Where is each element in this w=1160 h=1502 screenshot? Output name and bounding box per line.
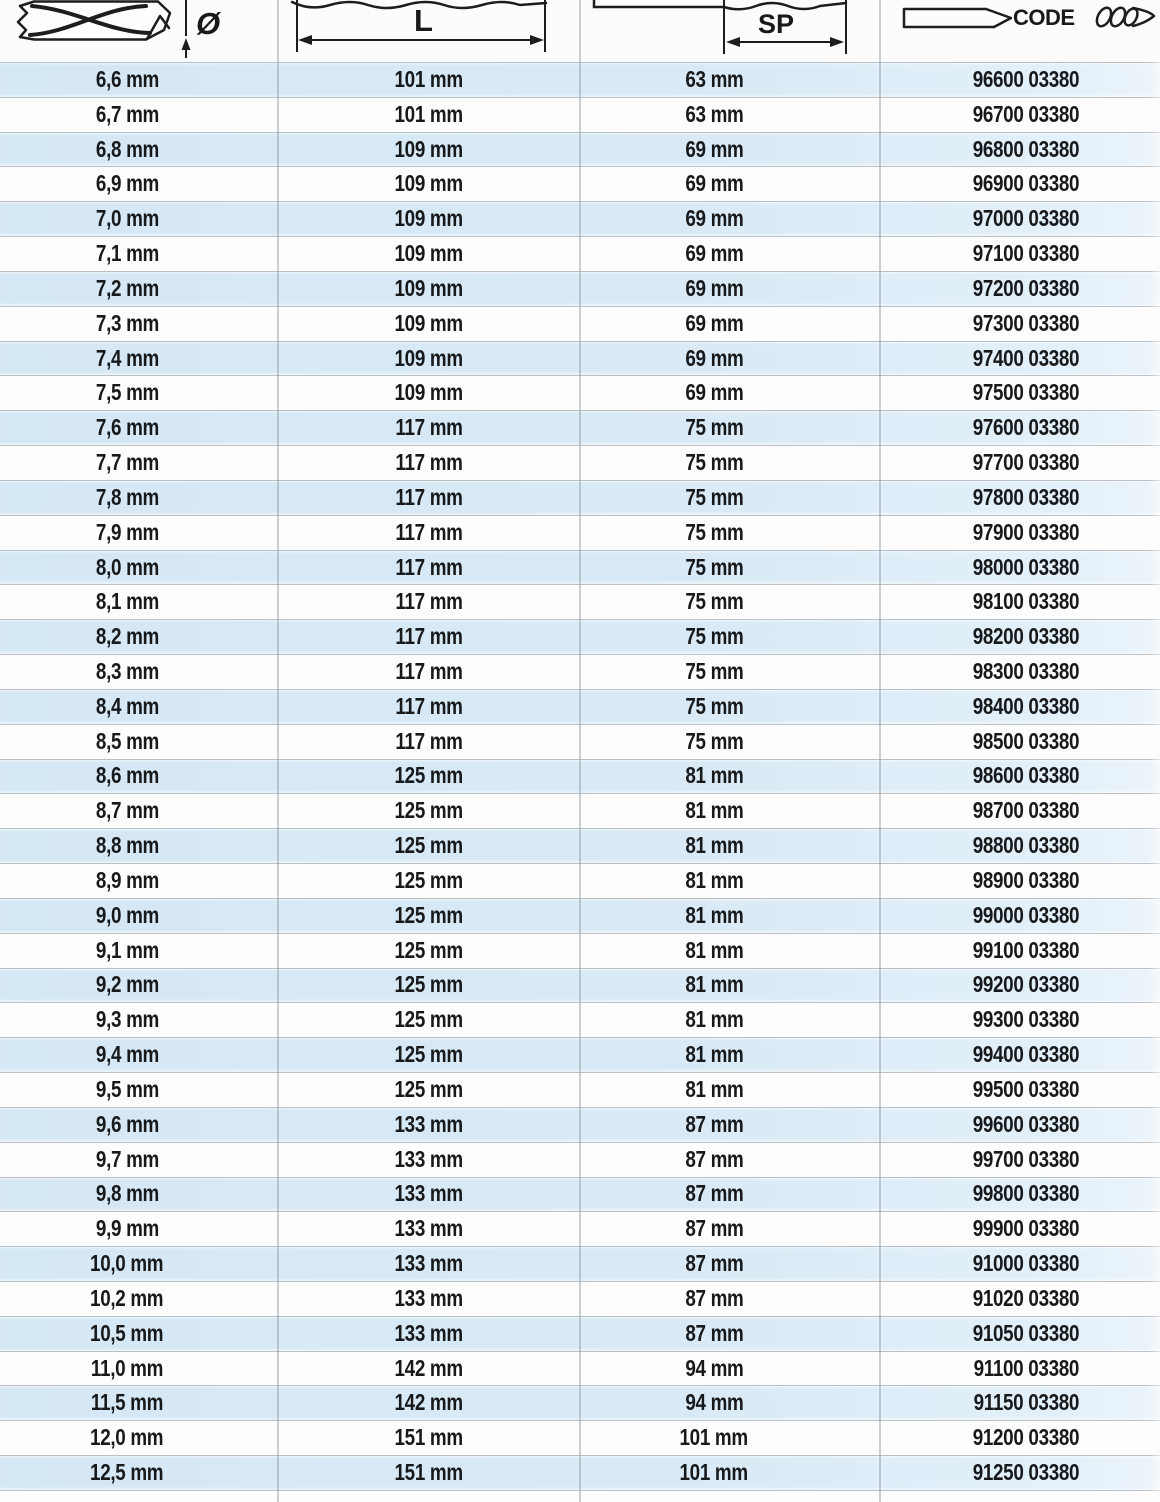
cell-diameter: 7,3 mm bbox=[95, 309, 159, 336]
cell-diameter: 6,6 mm bbox=[95, 65, 159, 93]
cell-diameter: 10,5 mm bbox=[90, 1319, 164, 1346]
table-row bbox=[0, 1351, 1160, 1386]
cell-overall-length: 142 mm bbox=[394, 1389, 464, 1416]
cell-overall-length: 142 mm bbox=[394, 1354, 464, 1381]
cell-overall-length: 125 mm bbox=[394, 1040, 464, 1068]
cell-spiral-length: 69 mm bbox=[684, 344, 744, 371]
cell-spiral-length: 87 mm bbox=[684, 1214, 744, 1242]
cell-diameter: 12,5 mm bbox=[90, 1458, 164, 1486]
cell-spiral-length: 81 mm bbox=[684, 831, 744, 859]
table-row bbox=[0, 550, 1160, 585]
cell-code: 98900 03380 bbox=[972, 866, 1080, 894]
cell-code: 91000 03380 bbox=[972, 1249, 1080, 1277]
cell-diameter: 6,9 mm bbox=[95, 170, 159, 197]
cell-overall-length: 151 mm bbox=[394, 1423, 464, 1451]
drill-code-diagram-icon bbox=[880, 0, 1160, 62]
cell-spiral-length: 81 mm bbox=[684, 1040, 744, 1068]
table-row-partial bbox=[0, 1490, 1160, 1502]
cell-diameter: 7,9 mm bbox=[95, 518, 159, 545]
cell-spiral-length: 81 mm bbox=[684, 866, 744, 894]
table-row bbox=[0, 62, 1160, 97]
cell-overall-length: 133 mm bbox=[394, 1319, 464, 1346]
table-row bbox=[0, 933, 1160, 968]
cell-overall-length: 109 mm bbox=[394, 274, 464, 302]
cell-overall-length: 117 mm bbox=[395, 553, 463, 580]
cell-code: 99000 03380 bbox=[972, 901, 1080, 929]
cell-overall-length: 109 mm bbox=[394, 379, 464, 406]
table-row bbox=[0, 793, 1160, 828]
cell-code: 97600 03380 bbox=[972, 413, 1080, 441]
cell-code: 96700 03380 bbox=[972, 100, 1080, 127]
cell-code: 98100 03380 bbox=[972, 588, 1080, 615]
cell-diameter: 7,1 mm bbox=[95, 239, 159, 267]
table-row bbox=[0, 654, 1160, 689]
cell-diameter: 9,2 mm bbox=[95, 971, 159, 998]
cell-overall-length: 133 mm bbox=[394, 1110, 464, 1137]
cell-diameter: 9,9 mm bbox=[95, 1214, 159, 1242]
cell-overall-length: 101 mm bbox=[394, 65, 464, 93]
table-row bbox=[0, 898, 1160, 933]
cell-code: 98600 03380 bbox=[972, 762, 1080, 789]
cell-spiral-length: 63 mm bbox=[684, 65, 744, 93]
table-row bbox=[0, 132, 1160, 167]
table-row bbox=[0, 271, 1160, 306]
cell-diameter: 8,4 mm bbox=[95, 692, 159, 720]
table-row bbox=[0, 1385, 1160, 1420]
cell-overall-length: 117 mm bbox=[395, 692, 463, 720]
cell-code: 96600 03380 bbox=[972, 65, 1080, 93]
cell-spiral-length: 75 mm bbox=[684, 727, 744, 754]
cell-spiral-length: 94 mm bbox=[684, 1389, 744, 1416]
cell-overall-length: 125 mm bbox=[394, 971, 464, 998]
table-row bbox=[0, 410, 1160, 445]
cell-diameter: 8,1 mm bbox=[95, 588, 159, 615]
cell-code: 98000 03380 bbox=[972, 553, 1080, 580]
cell-spiral-length: 87 mm bbox=[684, 1145, 744, 1172]
cell-spiral-length: 69 mm bbox=[684, 204, 744, 232]
cell-code: 97700 03380 bbox=[972, 448, 1080, 476]
table-row bbox=[0, 1072, 1160, 1107]
cell-code: 98800 03380 bbox=[972, 831, 1080, 859]
cell-spiral-length: 81 mm bbox=[684, 936, 744, 963]
cell-code: 91050 03380 bbox=[972, 1319, 1080, 1346]
table-row bbox=[0, 1107, 1160, 1142]
cell-diameter: 7,4 mm bbox=[95, 344, 159, 371]
cell-diameter: 11,5 mm bbox=[90, 1389, 164, 1416]
cell-code: 99500 03380 bbox=[972, 1075, 1080, 1103]
cell-code: 97400 03380 bbox=[972, 344, 1080, 371]
cell-spiral-length: 81 mm bbox=[684, 901, 744, 929]
table-row bbox=[0, 515, 1160, 550]
cell-code: 91150 03380 bbox=[973, 1389, 1079, 1416]
cell-spiral-length: 63 mm bbox=[684, 100, 744, 127]
header-cell-overall-length bbox=[278, 0, 580, 62]
cell-code: 99600 03380 bbox=[972, 1110, 1080, 1137]
cell-overall-length: 125 mm bbox=[394, 762, 464, 789]
cell-code: 99100 03380 bbox=[972, 936, 1080, 963]
table-row bbox=[0, 1246, 1160, 1281]
cell-overall-length: 109 mm bbox=[394, 309, 464, 336]
cell-code: 91100 03380 bbox=[973, 1354, 1079, 1381]
cell-overall-length: 117 mm bbox=[395, 483, 463, 511]
cell-code: 98700 03380 bbox=[972, 797, 1080, 824]
cell-code: 97000 03380 bbox=[972, 204, 1080, 232]
cell-diameter: 8,2 mm bbox=[95, 622, 159, 650]
cell-diameter: 10,0 mm bbox=[90, 1249, 164, 1277]
cell-spiral-length: 87 mm bbox=[684, 1180, 744, 1207]
cell-spiral-length: 81 mm bbox=[684, 971, 744, 998]
table-header bbox=[0, 0, 1160, 62]
cell-overall-length: 117 mm bbox=[395, 622, 463, 650]
table-row bbox=[0, 863, 1160, 898]
cell-spiral-length: 69 mm bbox=[684, 170, 744, 197]
cell-diameter: 8,3 mm bbox=[95, 657, 159, 685]
cell-spiral-length: 87 mm bbox=[684, 1249, 744, 1277]
cell-diameter: 8,0 mm bbox=[95, 553, 159, 580]
cell-code: 91020 03380 bbox=[972, 1284, 1080, 1312]
header-cell-spiral-length bbox=[580, 0, 880, 62]
cell-diameter: 8,8 mm bbox=[95, 831, 159, 859]
cell-overall-length: 133 mm bbox=[394, 1145, 464, 1172]
table-row bbox=[0, 445, 1160, 480]
cell-overall-length: 117 mm bbox=[395, 448, 463, 476]
cell-diameter: 7,8 mm bbox=[95, 483, 159, 511]
table-row bbox=[0, 1177, 1160, 1212]
cell-code: 98400 03380 bbox=[972, 692, 1080, 720]
cell-overall-length: 125 mm bbox=[394, 936, 464, 963]
table-row bbox=[0, 1037, 1160, 1072]
table-body bbox=[0, 62, 1160, 1490]
table-row bbox=[0, 1142, 1160, 1177]
cell-spiral-length: 81 mm bbox=[684, 797, 744, 824]
cell-diameter: 9,7 mm bbox=[95, 1145, 159, 1172]
drill-length-diagram-icon bbox=[278, 0, 580, 62]
table-row bbox=[0, 341, 1160, 376]
cell-overall-length: 133 mm bbox=[394, 1284, 464, 1312]
table-row bbox=[0, 689, 1160, 724]
cell-overall-length: 117 mm bbox=[395, 588, 463, 615]
cell-code: 98300 03380 bbox=[972, 657, 1080, 685]
cell-diameter: 7,5 mm bbox=[95, 379, 159, 406]
table-row bbox=[0, 828, 1160, 863]
cell-diameter: 9,1 mm bbox=[95, 936, 159, 963]
cell-diameter: 8,5 mm bbox=[95, 727, 159, 754]
cell-overall-length: 125 mm bbox=[394, 866, 464, 894]
cell-spiral-length: 75 mm bbox=[684, 622, 744, 650]
cell-diameter: 8,7 mm bbox=[95, 797, 159, 824]
cell-code: 99200 03380 bbox=[972, 971, 1080, 998]
cell-spiral-length: 75 mm bbox=[684, 518, 744, 545]
cell-spiral-length: 87 mm bbox=[684, 1319, 744, 1346]
drill-spiral-length-diagram-icon bbox=[580, 0, 880, 62]
table-row bbox=[0, 201, 1160, 236]
cell-spiral-length: 101 mm bbox=[679, 1458, 749, 1486]
cell-spiral-length: 75 mm bbox=[684, 448, 744, 476]
cell-overall-length: 109 mm bbox=[394, 170, 464, 197]
cell-spiral-length: 75 mm bbox=[684, 692, 744, 720]
table-row bbox=[0, 968, 1160, 1003]
cell-diameter: 7,2 mm bbox=[95, 274, 159, 302]
cell-diameter: 9,5 mm bbox=[95, 1075, 159, 1103]
cell-code: 96900 03380 bbox=[972, 170, 1080, 197]
cell-diameter: 8,9 mm bbox=[95, 866, 159, 894]
cell-spiral-length: 69 mm bbox=[684, 274, 744, 302]
cell-diameter: 9,0 mm bbox=[95, 901, 159, 929]
cell-diameter: 9,3 mm bbox=[95, 1005, 159, 1033]
table-row bbox=[0, 1420, 1160, 1455]
cell-spiral-length: 81 mm bbox=[684, 1075, 744, 1103]
cell-spiral-length: 69 mm bbox=[684, 379, 744, 406]
table-row bbox=[0, 724, 1160, 759]
cell-diameter: 12,0 mm bbox=[90, 1423, 164, 1451]
cell-code: 97800 03380 bbox=[972, 483, 1080, 511]
cell-overall-length: 117 mm bbox=[395, 727, 463, 754]
cell-overall-length: 109 mm bbox=[394, 204, 464, 232]
header-cell-code bbox=[880, 0, 1160, 62]
cell-overall-length: 125 mm bbox=[394, 797, 464, 824]
cell-spiral-length: 94 mm bbox=[684, 1354, 744, 1381]
cell-spiral-length: 87 mm bbox=[684, 1284, 744, 1312]
cell-overall-length: 133 mm bbox=[394, 1180, 464, 1207]
table-row bbox=[0, 1455, 1160, 1490]
table-row bbox=[0, 97, 1160, 132]
cell-spiral-length: 101 mm bbox=[679, 1423, 749, 1451]
cell-spiral-length: 81 mm bbox=[684, 1005, 744, 1033]
cell-overall-length: 125 mm bbox=[394, 901, 464, 929]
cell-code: 99900 03380 bbox=[972, 1214, 1080, 1242]
cell-spiral-length: 69 mm bbox=[684, 239, 744, 267]
cell-diameter: 9,8 mm bbox=[95, 1180, 159, 1207]
cell-code: 97900 03380 bbox=[972, 518, 1080, 545]
cell-overall-length: 109 mm bbox=[394, 239, 464, 267]
code-symbol: CODE bbox=[1013, 5, 1075, 30]
cell-overall-length: 133 mm bbox=[394, 1249, 464, 1277]
table-row bbox=[0, 1281, 1160, 1316]
cell-spiral-length: 75 mm bbox=[684, 413, 744, 441]
cell-diameter: 7,0 mm bbox=[95, 204, 159, 232]
cell-code: 91200 03380 bbox=[972, 1423, 1080, 1451]
cell-overall-length: 125 mm bbox=[394, 831, 464, 859]
cell-code: 99700 03380 bbox=[972, 1145, 1080, 1172]
cell-code: 99800 03380 bbox=[972, 1180, 1080, 1207]
cell-code: 99300 03380 bbox=[972, 1005, 1080, 1033]
drill-diameter-diagram-icon bbox=[0, 0, 278, 62]
cell-spiral-length: 75 mm bbox=[684, 553, 744, 580]
cell-code: 91250 03380 bbox=[972, 1458, 1080, 1486]
cell-diameter: 9,4 mm bbox=[95, 1040, 159, 1068]
cell-overall-length: 117 mm bbox=[395, 413, 463, 441]
table-row bbox=[0, 619, 1160, 654]
cell-spiral-length: 75 mm bbox=[684, 483, 744, 511]
table-row bbox=[0, 1316, 1160, 1351]
spiral-length-symbol: SP bbox=[758, 9, 795, 39]
cell-diameter: 7,7 mm bbox=[95, 448, 159, 476]
table-row bbox=[0, 375, 1160, 410]
table-row bbox=[0, 166, 1160, 201]
table-row bbox=[0, 236, 1160, 271]
cell-code: 97100 03380 bbox=[972, 239, 1080, 267]
table-row bbox=[0, 306, 1160, 341]
cell-code: 97500 03380 bbox=[972, 379, 1080, 406]
cell-spiral-length: 75 mm bbox=[684, 657, 744, 685]
cell-spiral-length: 69 mm bbox=[684, 135, 744, 162]
cell-overall-length: 125 mm bbox=[394, 1075, 464, 1103]
cell-diameter: 10,2 mm bbox=[90, 1284, 164, 1312]
cell-diameter: 6,8 mm bbox=[95, 135, 159, 162]
overall-length-symbol: L bbox=[414, 3, 433, 38]
cell-overall-length: 109 mm bbox=[394, 344, 464, 371]
cell-spiral-length: 69 mm bbox=[684, 309, 744, 336]
cell-diameter: 7,6 mm bbox=[95, 413, 159, 441]
diameter-symbol: Ø bbox=[196, 6, 221, 41]
cell-overall-length: 117 mm bbox=[395, 657, 463, 685]
cell-code: 98200 03380 bbox=[972, 622, 1080, 650]
cell-overall-length: 151 mm bbox=[394, 1458, 464, 1486]
cell-code: 97300 03380 bbox=[972, 309, 1080, 336]
table-row bbox=[0, 1211, 1160, 1246]
cell-code: 98500 03380 bbox=[972, 727, 1080, 754]
header-cell-diameter bbox=[0, 0, 278, 62]
cell-spiral-length: 75 mm bbox=[684, 588, 744, 615]
cell-overall-length: 117 mm bbox=[395, 518, 463, 545]
cell-code: 99400 03380 bbox=[972, 1040, 1080, 1068]
cell-overall-length: 101 mm bbox=[394, 100, 464, 127]
cell-spiral-length: 81 mm bbox=[684, 762, 744, 789]
cell-code: 97200 03380 bbox=[972, 274, 1080, 302]
cell-diameter: 11,0 mm bbox=[90, 1354, 164, 1381]
table-row bbox=[0, 480, 1160, 515]
cell-overall-length: 125 mm bbox=[394, 1005, 464, 1033]
cell-spiral-length: 87 mm bbox=[684, 1110, 744, 1137]
table-row bbox=[0, 759, 1160, 794]
table-row bbox=[0, 584, 1160, 619]
cell-diameter: 8,6 mm bbox=[95, 762, 159, 789]
cell-diameter: 6,7 mm bbox=[95, 100, 159, 127]
cell-code: 96800 03380 bbox=[972, 135, 1080, 162]
cell-overall-length: 109 mm bbox=[394, 135, 464, 162]
table-row bbox=[0, 1002, 1160, 1037]
cell-diameter: 9,6 mm bbox=[95, 1110, 159, 1137]
cell-overall-length: 133 mm bbox=[394, 1214, 464, 1242]
